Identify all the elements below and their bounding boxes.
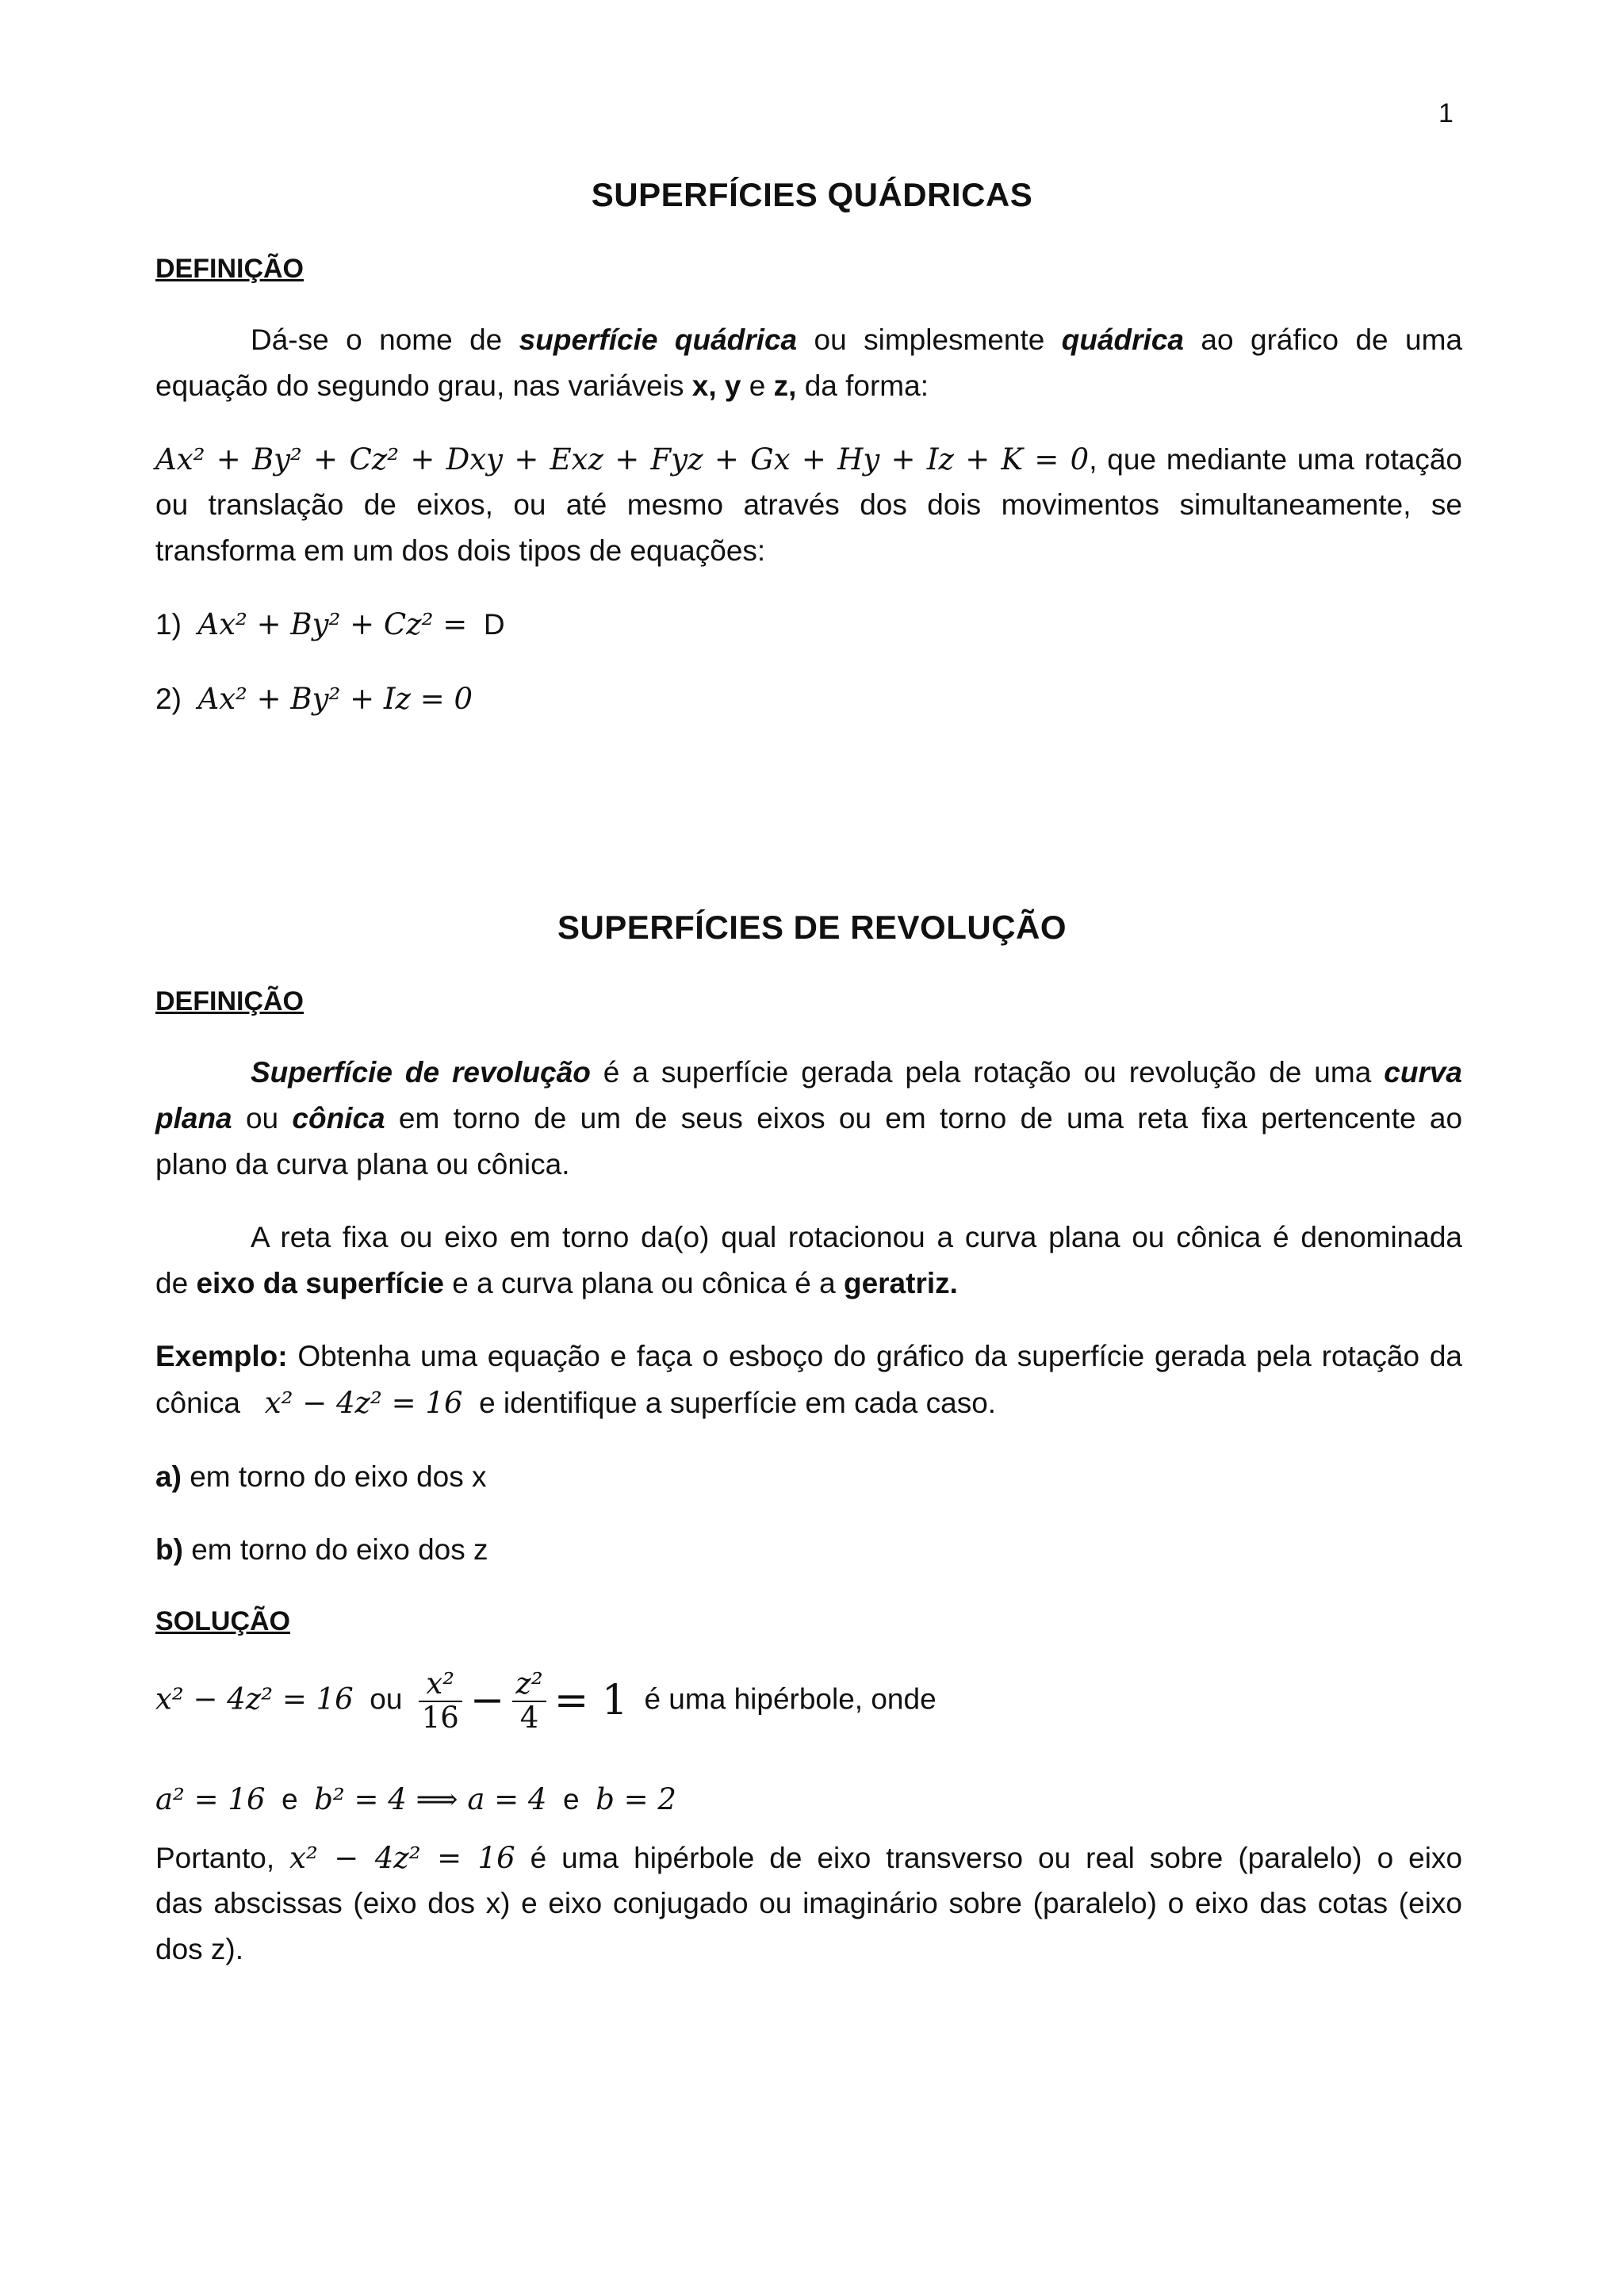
fraction-x2-16: $\frac{\text{x²}}{16}$ xyxy=(419,1668,462,1734)
p2-line3: transforma em um dos dois tipos de equações: xyxy=(155,534,766,567)
p2-line1: Ax² + By² + Cz² + Dxy + Exz + Fyz + Gx + Hy + Iz + K = 0, que mediante uma rotação xyxy=(155,442,1462,476)
portanto-line2: das abscissas (eixo dos x) e eixo conjugado ou imaginário sobre (paralelo) o eixo das cotas (eixo xyxy=(155,1887,1462,1919)
item-a: a) em torno do eixo dos x xyxy=(155,1460,487,1493)
p4-line2: de eixo da superfície e a curva plana ou cônica é a geratriz. xyxy=(155,1267,958,1299)
section-title-quadricas: SUPERFÍCIES QUÁDRICAS xyxy=(591,176,1033,213)
fraction-z2-4: $\frac{\text{z²}}{4}$ xyxy=(512,1668,546,1734)
p3-line3: plano da curva plana ou cônica. xyxy=(155,1148,570,1181)
solution-line2: a² = 16 e b² = 4 ⟹ a = 4 e b = 2 xyxy=(155,1782,676,1816)
item-b: b) em torno do eixo dos z xyxy=(155,1533,488,1566)
p1-line2: equação do segundo grau, nas variáveis x, y e z, da forma: xyxy=(155,369,929,402)
solucao-label: SOLUÇÃO xyxy=(155,1606,290,1636)
exemplo-line1: Exemplo: Obtenha uma equação e faça o esboço do gráfico da superfície gerada pela rotação da xyxy=(155,1340,1462,1372)
definicao-label-1: DEFINIÇÃO xyxy=(155,254,304,284)
p4-line1: A reta fixa ou eixo em torno da(o) qual rotacionou a curva plana ou cônica é denominada xyxy=(251,1221,1462,1253)
p3-line1: Superfície de revolução é a superfície gerada pela rotação ou revolução de uma curva xyxy=(251,1056,1462,1089)
general-quadric-equation: Ax² + By² + Cz² + Dxy + Exz + Fyz + Gx + Hy + Iz + K = 0 xyxy=(155,442,1090,476)
equation-2: 2) Ax² + By² + Iz = 0 xyxy=(155,682,473,716)
solution-line1: x² − 4z² = 16 ou $\frac{\text{x²}}{16}$ − $\frac{\text{z²}}{4}$ = 1 é uma hipérbole, onde xyxy=(155,1667,936,1735)
portanto-line1: Portanto, x² − 4z² = 16 é uma hipérbole de eixo transverso ou real sobre (paralelo) o eixo xyxy=(155,1841,1463,1875)
page-number: 1 xyxy=(1438,98,1454,128)
portanto-line3: dos z). xyxy=(155,1933,244,1965)
p2-line2: ou translação de eixos, ou até mesmo através dos dois movimentos simultaneamente, se xyxy=(155,488,1462,521)
definicao-label-2: DEFINIÇÃO xyxy=(155,986,304,1016)
p3-line2: plana ou cônica em torno de um de seus eixos ou em torno de uma reta fixa pertencente ao xyxy=(155,1102,1463,1135)
equation-1: 1) Ax² + By² + Cz² = D xyxy=(155,607,505,641)
p1-line1: Dá-se o nome de superfície quádrica ou simplesmente quádrica ao gráfico de uma xyxy=(251,323,1463,356)
exemplo-line2: cônica x² − 4z² = 16 e identifique a superfície em cada caso. xyxy=(155,1386,997,1420)
section-title-revolucao: SUPERFÍCIES DE REVOLUÇÃO xyxy=(557,909,1067,946)
